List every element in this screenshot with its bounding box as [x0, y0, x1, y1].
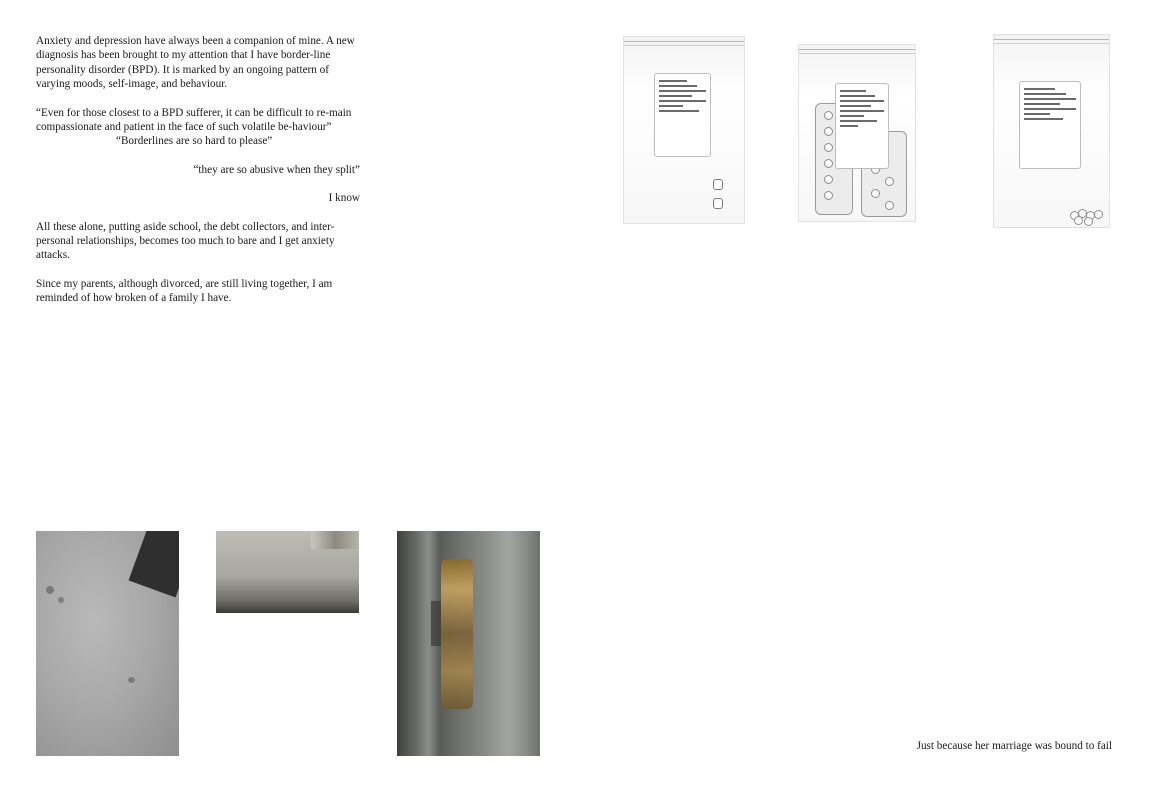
pill: [713, 198, 723, 209]
caption-text: Just because her marriage was bound to fail: [916, 740, 1112, 752]
pill: [713, 179, 723, 190]
paragraph-family: Since my parents, although divorced, are still living together, I am reminded of how broken of a family I have.: [36, 277, 333, 305]
paragraph-diagnosis: Anxiety and depression have always been a companion of mine. A new diagnosis has been brought to my attention that I have border-line personality disorder (BPD). It is marked by an ongoing pattern of varying moods, self-image, and behaviour.: [36, 35, 355, 91]
pill-bag-photo-2: [798, 44, 916, 222]
cracked-wall-photo: [216, 531, 359, 613]
essay-text: [36, 34, 360, 320]
pill-bag-photo-3: [993, 34, 1110, 228]
quote-bpd-sufferer: “Even for those closest to a BPD sufferer, it can be difficult to re-main compassionate and patient in the face of such volatile be-haviour”: [36, 106, 352, 134]
medication-label: [654, 73, 711, 157]
paragraph-anxiety: All these alone, putting aside school, the debt collectors, and inter-personal relationships, becomes too much to bare and I get anxiety attacks.: [36, 220, 335, 262]
statement-i-know: I know: [328, 192, 360, 205]
quote-abusive-split: “they are so abusive when they split”: [193, 163, 360, 176]
medication-label: [1019, 81, 1081, 169]
pill-bag-photo-1: [623, 36, 745, 224]
skin-closeup-photo: [36, 531, 179, 756]
medication-label: [835, 83, 889, 169]
quote-hard-to-please: “Borderlines are so hard to please”: [116, 135, 273, 148]
blurred-door-photo: [397, 531, 540, 756]
